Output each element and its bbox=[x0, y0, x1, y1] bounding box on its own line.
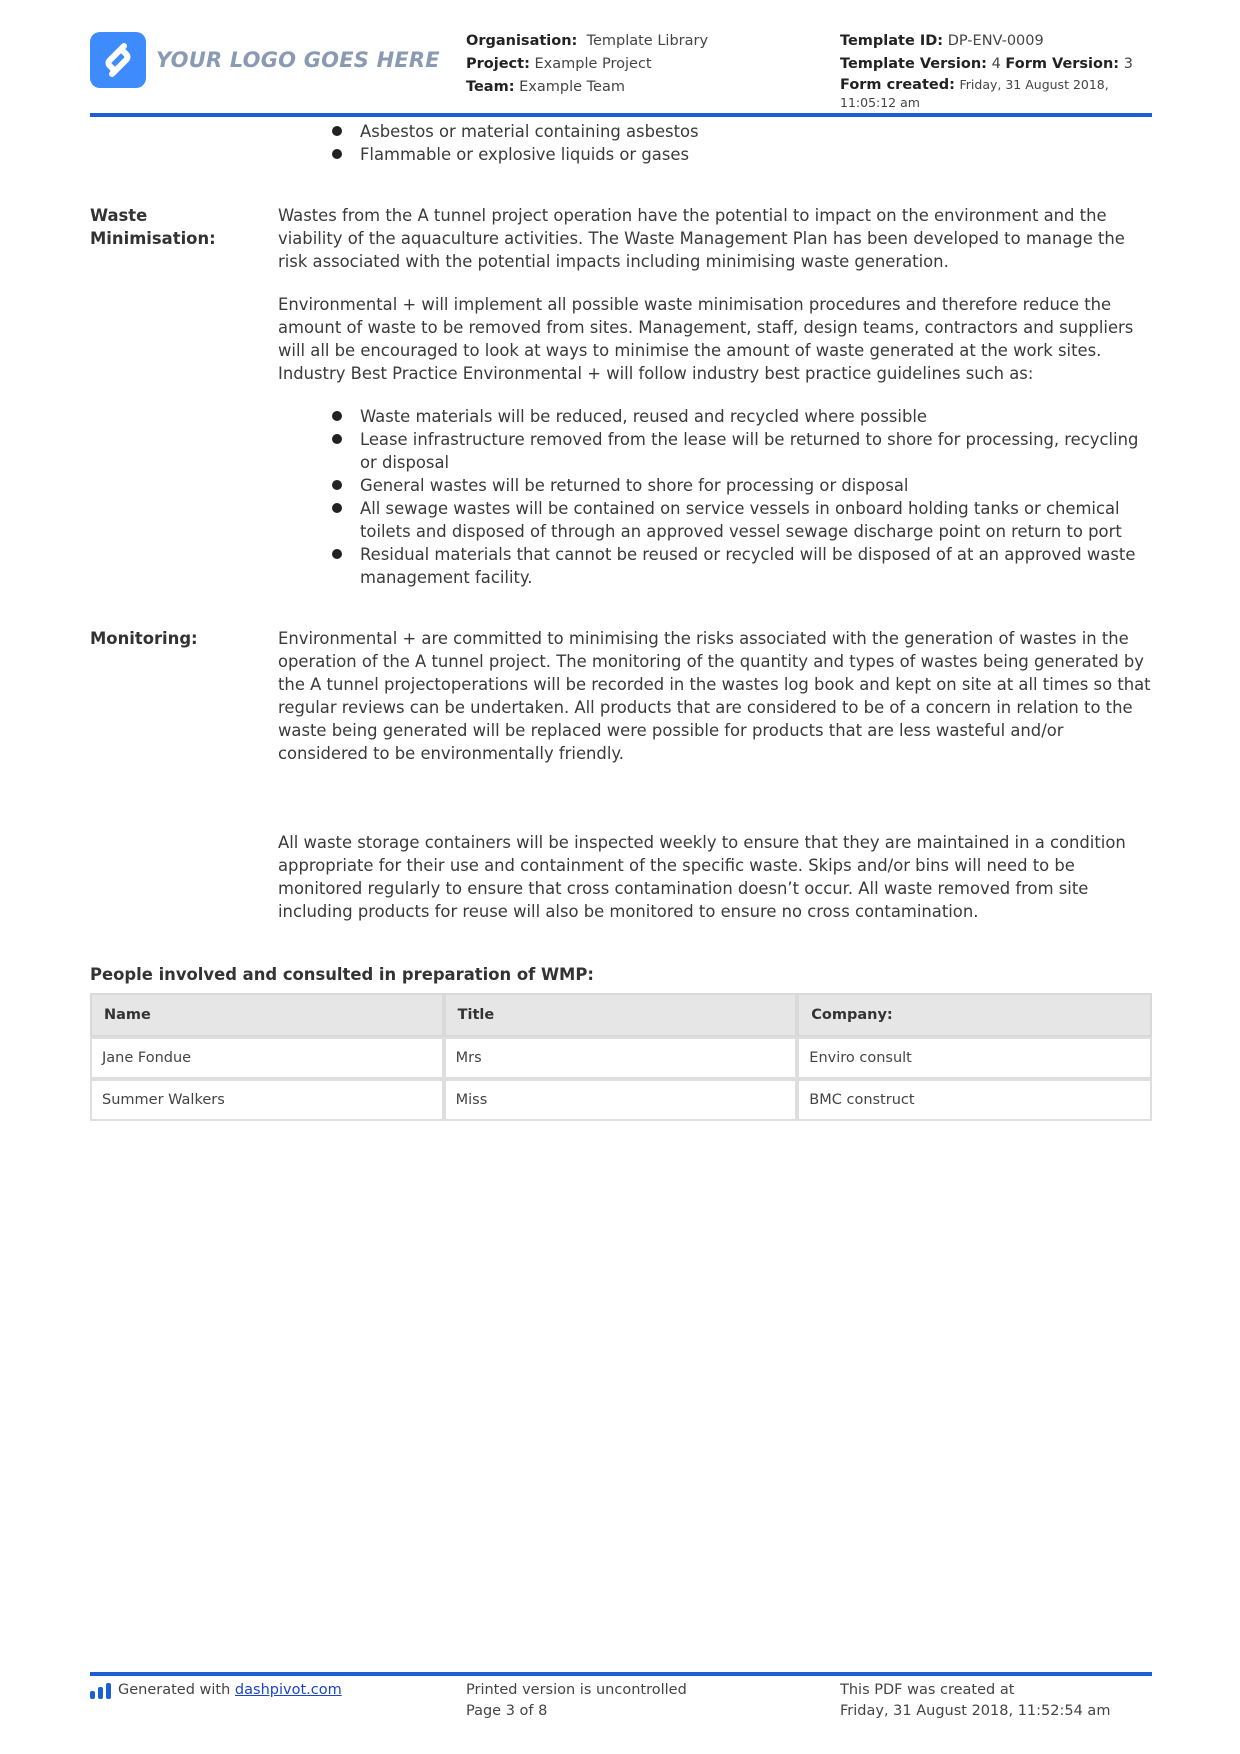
template-version-label: Template Version: bbox=[840, 56, 987, 72]
dashpivot-link[interactable]: dashpivot.com bbox=[234, 1682, 342, 1698]
form-version-value: 3 bbox=[1123, 56, 1133, 72]
team-value: Example Team bbox=[519, 79, 625, 95]
logo-text: YOUR LOGO GOES HERE bbox=[156, 48, 440, 72]
waste-minimisation-para-2: Environmental + will implement all possible waste minimisation procedures and therefore reduce the amount of waste to be removed from sites. Management, staff, design teams, contractors and suppliers will all be encouraged to look at ways to minimise the amount of waste generated at the work sites. Industry Best Practice Environmental + will follow industry best practice guidelines such as: bbox=[278, 295, 1134, 383]
table-header-row bbox=[90, 993, 1152, 1037]
monitoring-para-2: All waste storage containers will be inspected weekly to ensure that they are maintained in a condition appropriate for their use and containment of the specific waste. Skips and/or bins will need to be monitored regularly to ensure that cross contamination doesn’t occur. All waste removed from site including products for reuse will also be monitored to ensure no cross contamination. bbox=[278, 833, 1126, 921]
footer-print-info bbox=[466, 1680, 687, 1722]
bullet-icon bbox=[332, 480, 342, 490]
organisation-label: Organisation: bbox=[466, 33, 578, 49]
table-cell: Miss bbox=[444, 1079, 798, 1121]
list-item: Residual materials that cannot be reused or recycled will be disposed of at an approved waste management facility. bbox=[278, 543, 1156, 589]
list-item: All sewage wastes will be contained on service vessels in onboard holding tanks or chemical toilets and disposed of through an approved vessel sewage discharge point on return to port bbox=[278, 497, 1156, 543]
printed-note: Printed version is uncontrolled bbox=[466, 1682, 687, 1698]
bullet-icon bbox=[332, 549, 342, 559]
bullet-icon bbox=[332, 434, 342, 444]
generated-with-text: Generated with bbox=[118, 1682, 231, 1698]
column-header-name: Name bbox=[90, 993, 444, 1037]
organisation-value: Template Library bbox=[586, 33, 709, 49]
table-cell: Mrs bbox=[444, 1037, 798, 1079]
form-created-label: Form created: bbox=[840, 77, 955, 93]
waste-minimisation-para-1: Wastes from the A tunnel project operation have the potential to impact on the environment and the viability of the aquaculture activities. The Waste Management Plan has been developed to manage the risk associated with the potential impacts including minimising waste generation. bbox=[278, 206, 1125, 271]
project-label: Project: bbox=[466, 56, 530, 72]
form-version-label: Form Version: bbox=[1005, 56, 1120, 72]
bullet-icon bbox=[332, 411, 342, 421]
table-row bbox=[90, 1037, 1152, 1079]
table-cell: Jane Fondue bbox=[90, 1037, 444, 1079]
pdf-created-value: Friday, 31 August 2018, 11:52:54 am bbox=[840, 1703, 1111, 1719]
template-version-value: 4 bbox=[991, 56, 1001, 72]
table-cell: Summer Walkers bbox=[90, 1079, 444, 1121]
list-item: Lease infrastructure removed from the lease will be returned to shore for processing, recycling or disposal bbox=[278, 428, 1156, 474]
list-item: Asbestos or material containing asbestos bbox=[278, 120, 1156, 143]
footer-generated bbox=[90, 1680, 342, 1706]
pdf-created-label: This PDF was created at bbox=[840, 1682, 1015, 1698]
logo-icon bbox=[90, 32, 146, 88]
monitoring-content bbox=[278, 627, 1156, 923]
logo bbox=[90, 32, 440, 88]
template-id-label: Template ID: bbox=[840, 33, 944, 49]
table-cell: BMC construct bbox=[797, 1079, 1152, 1121]
continued-list bbox=[278, 120, 1156, 166]
waste-minimisation-label: Waste Minimisation: bbox=[90, 206, 216, 248]
monitoring-para-1: Environmental + are committed to minimising the risks associated with the generation of wastes in the operation of the A tunnel project. The monitoring of the quantity and types of wastes being generated by the A tunnel projectoperations will be recorded in the wastes log book and kept on site at all times so that regular reviews can be undertaken. All products that are considered to be of a concern in relation to the waste being generated will be replaced were possible for products that are less wasteful and/or considered to be environmentally friendly. bbox=[278, 629, 1151, 763]
waste-minimisation-bullets bbox=[278, 405, 1156, 589]
column-header-company: Company: bbox=[797, 993, 1152, 1037]
team-label: Team: bbox=[466, 79, 515, 95]
table-cell: Enviro consult bbox=[797, 1037, 1152, 1079]
list-item: Flammable or explosive liquids or gases bbox=[278, 143, 1156, 166]
waste-minimisation-content bbox=[278, 204, 1156, 589]
dashpivot-icon bbox=[90, 1683, 112, 1706]
monitoring-label: Monitoring: bbox=[90, 629, 198, 648]
people-table-title: People involved and consulted in preparation of WMP: bbox=[90, 965, 594, 984]
header-divider bbox=[90, 113, 1152, 117]
form-created-value: Friday, 31 August 2018, 11:05:12 am bbox=[840, 77, 1109, 110]
header-project-info bbox=[466, 30, 708, 99]
page-number: Page 3 of 8 bbox=[466, 1703, 548, 1719]
table-row bbox=[90, 1079, 1152, 1121]
column-header-title: Title bbox=[444, 993, 798, 1037]
header-template-info bbox=[840, 30, 1150, 112]
people-table bbox=[90, 993, 1152, 1121]
bullet-icon bbox=[332, 149, 342, 159]
project-value: Example Project bbox=[534, 56, 652, 72]
bullet-icon bbox=[332, 126, 342, 136]
list-item: General wastes will be returned to shore for processing or disposal bbox=[278, 474, 1156, 497]
template-id-value: DP-ENV-0009 bbox=[947, 33, 1044, 49]
footer-divider bbox=[90, 1672, 1152, 1676]
footer-pdf-info bbox=[840, 1680, 1110, 1722]
bullet-icon bbox=[332, 503, 342, 513]
list-item: Waste materials will be reduced, reused and recycled where possible bbox=[278, 405, 1156, 428]
